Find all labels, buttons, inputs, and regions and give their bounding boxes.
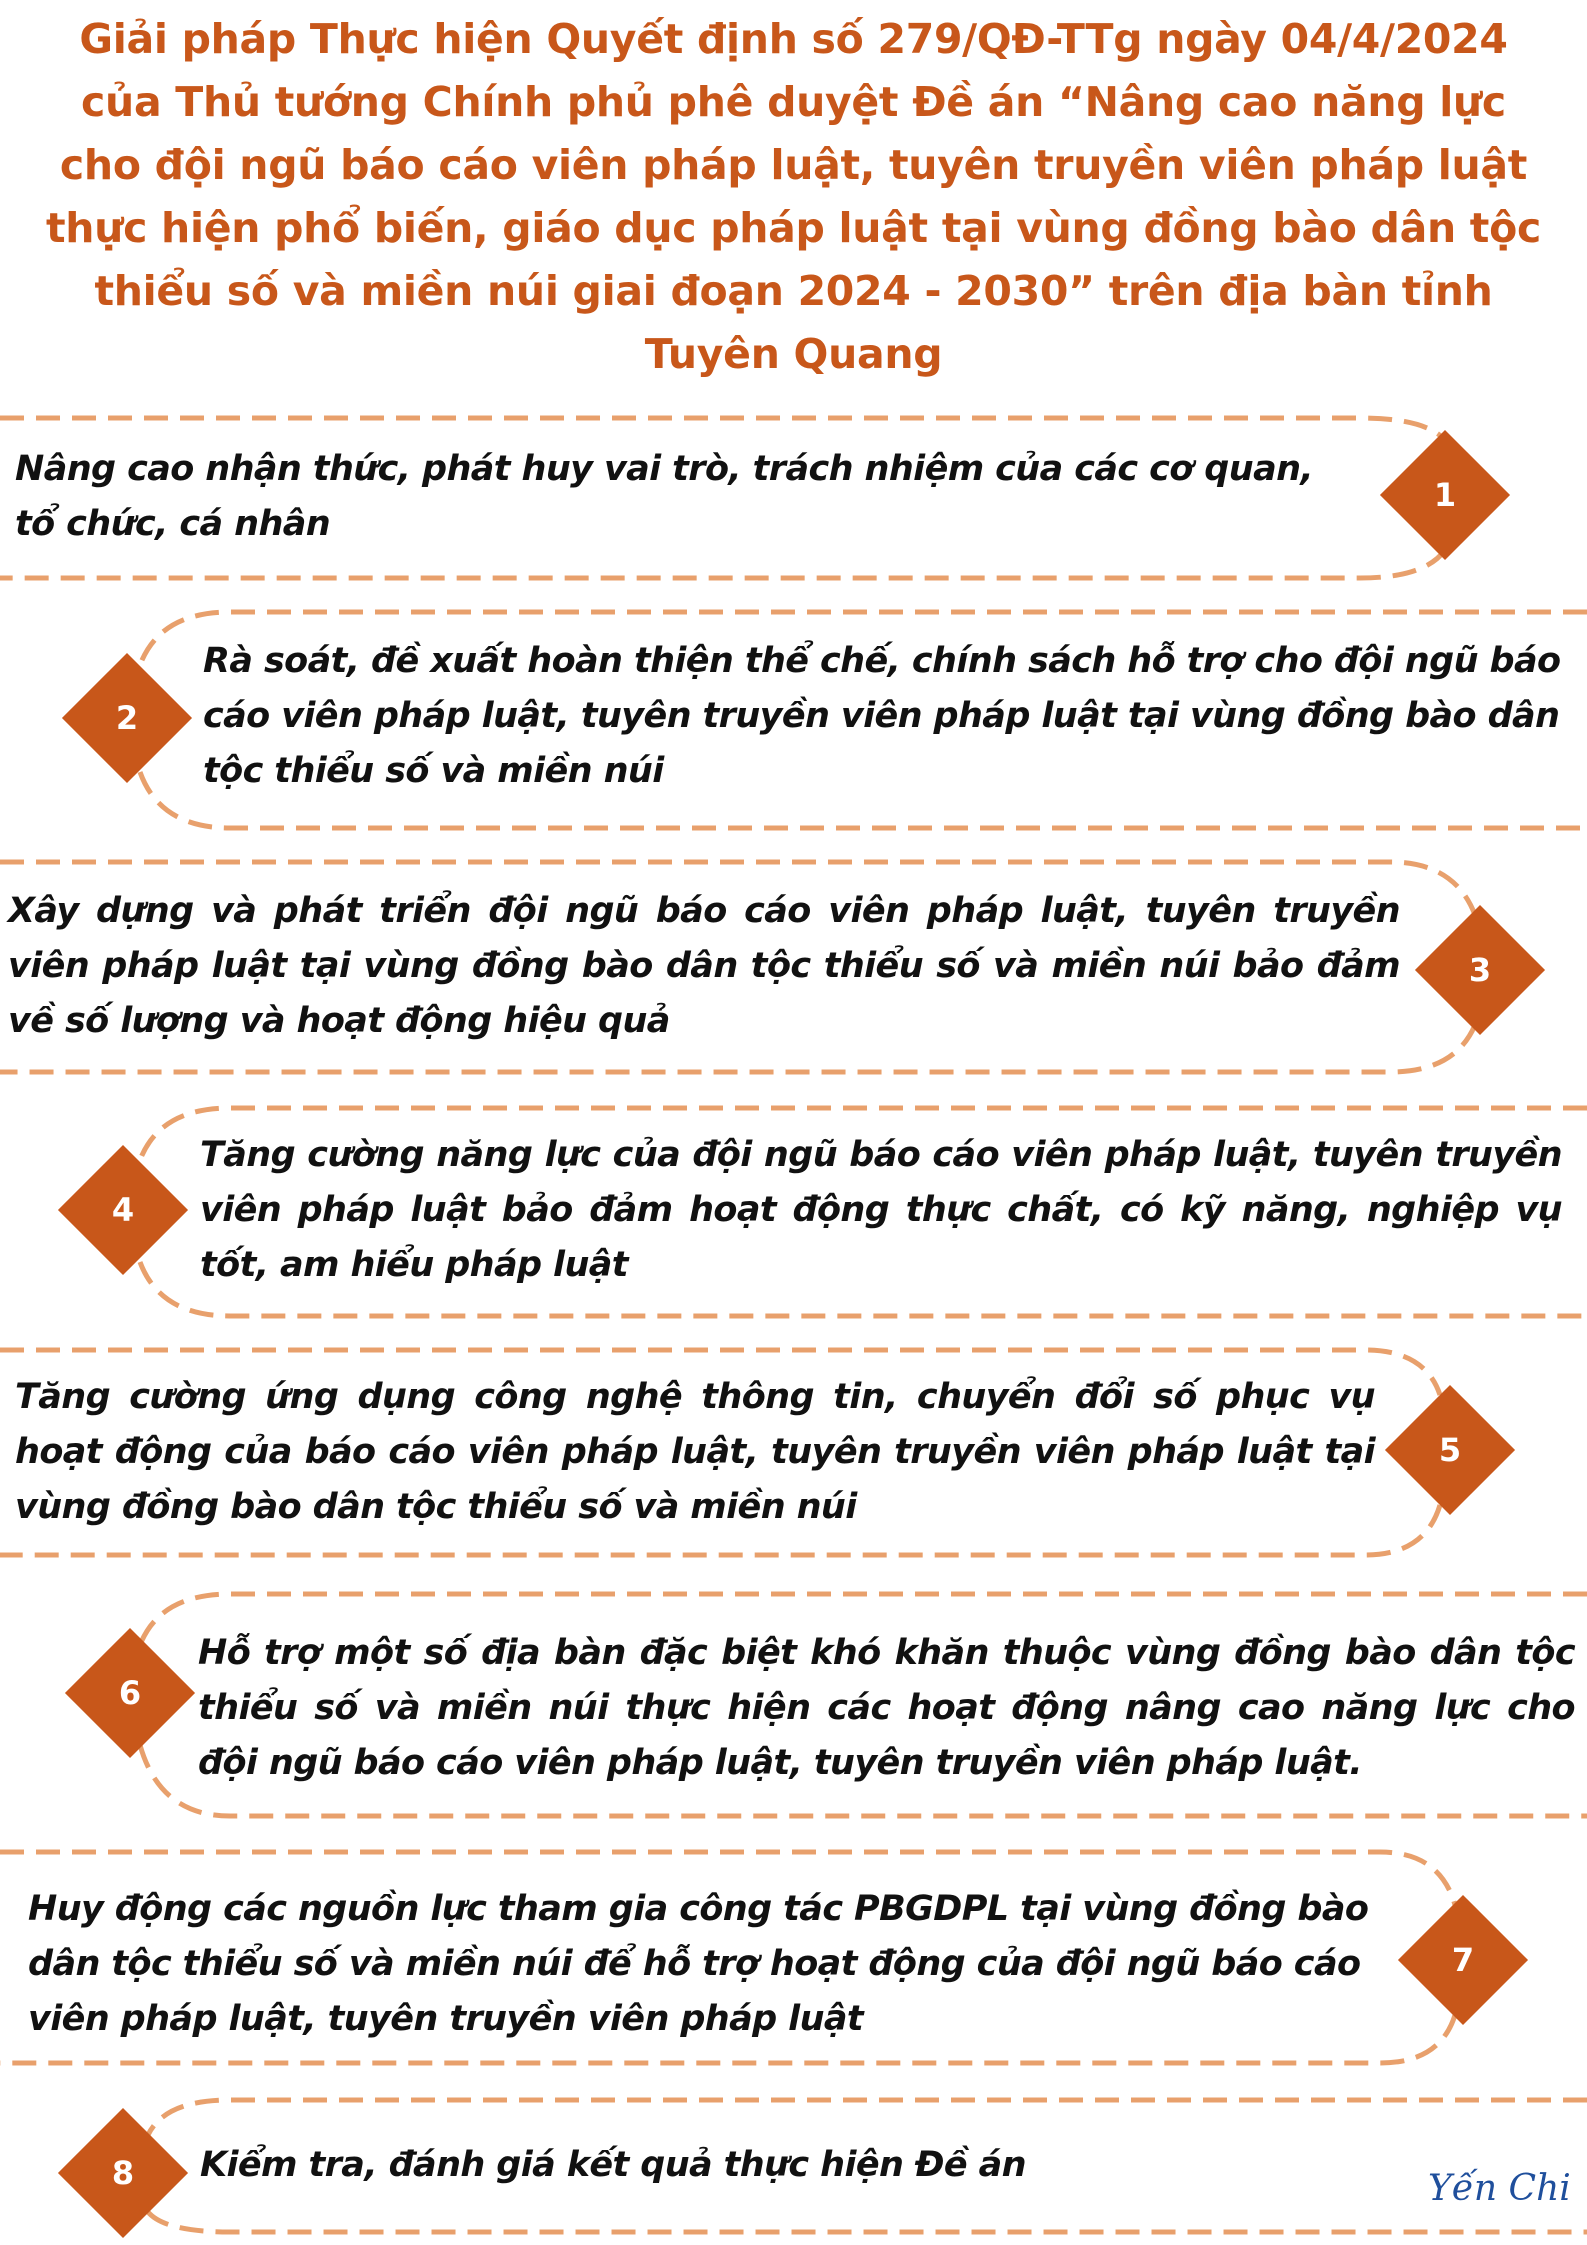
title-line: Tuyên Quang	[644, 330, 943, 378]
item-4-number: 4	[111, 1191, 135, 1229]
author-signature: Yến Chi	[1428, 2168, 1571, 2209]
item-4-text: Tăng cường năng lực của đội ngũ báo cáo viên pháp luật, tuyên truyền viên pháp luật bảo đảm hoạt động thực chất, có kỹ năng, nghiệp vụ tốt, am hiểu pháp luật	[200, 1135, 1562, 1285]
title-line: cho đội ngũ báo cáo viên pháp luật, tuyên truyền viên pháp luật	[59, 141, 1528, 189]
item-1-text: Nâng cao nhận thức, phát huy vai trò, trách nhiệm của các cơ quan, tổ chức, cá nhân	[15, 449, 1314, 544]
item-3-text: Xây dựng và phát triển đội ngũ báo cáo viên pháp luật, tuyên truyền viên pháp luật tại vùng đồng bào dân tộc thiểu số và miền núi bảo đảm về số lượng và hoạt động hiệu quả	[8, 891, 1400, 1041]
item-3-number: 3	[1468, 951, 1492, 989]
item-6-number: 6	[118, 1674, 142, 1712]
item-1-number: 1	[1433, 476, 1457, 514]
item-2-text: Rà soát, đề xuất hoàn thiện thể chế, chính sách hỗ trợ cho đội ngũ báo cáo viên pháp luật, tuyên truyền viên pháp luật tại vùng đồng bào dân tộc thiểu số và miền núi	[203, 641, 1561, 791]
title-line: thực hiện phổ biến, giáo dục pháp luật tại vùng đồng bào dân tộc	[46, 204, 1541, 252]
item-5-text: Tăng cường ứng dụng công nghệ thông tin, chuyển đổi số phục vụ hoạt động của báo cáo viên pháp luật, tuyên truyền viên pháp luật tại vùng đồng bào dân tộc thiểu số và miền núi	[15, 1377, 1375, 1527]
title-line: thiểu số và miền núi giai đoạn 2024 - 2030” trên địa bàn tỉnh	[94, 267, 1493, 315]
item-8-number: 8	[111, 2154, 135, 2192]
title-line: Giải pháp Thực hiện Quyết định số 279/QĐ-TTg ngày 04/4/2024	[79, 15, 1508, 63]
item-2-number: 2	[115, 699, 139, 737]
title-line: của Thủ tướng Chính phủ phê duyệt Đề án “Nâng cao năng lực	[81, 78, 1506, 126]
item-8-text: Kiểm tra, đánh giá kết quả thực hiện Đề án	[200, 2145, 1026, 2185]
item-7-text: Huy động các nguồn lực tham gia công tác PBGDPL tại vùng đồng bào dân tộc thiểu số và miền núi để hỗ trợ hoạt động của đội ngũ báo cáo viên pháp luật, tuyên truyền viên pháp luật	[28, 1889, 1369, 2039]
item-6-text: Hỗ trợ một số địa bàn đặc biệt khó khăn thuộc vùng đồng bào dân tộc thiểu số và miền núi thực hiện các hoạt động nâng cao năng lực cho đội ngũ báo cáo viên pháp luật, tuyên truyền viên pháp luật.	[198, 1633, 1575, 1783]
item-5-number: 5	[1438, 1431, 1462, 1469]
item-7-number: 7	[1451, 1941, 1475, 1979]
